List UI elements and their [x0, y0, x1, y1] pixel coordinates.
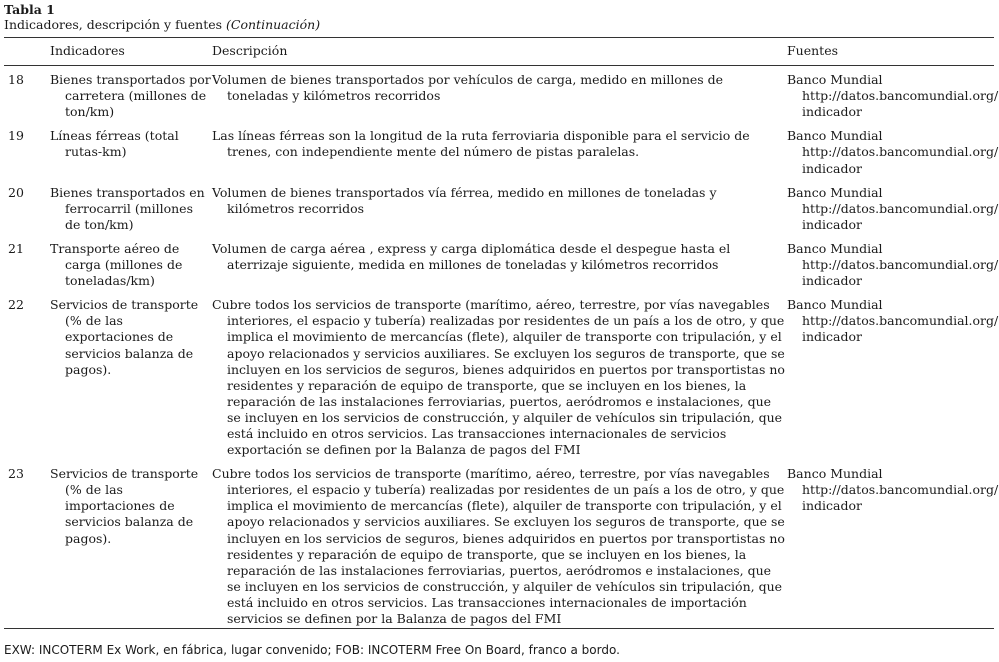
row-description: Volumen de bienes transportados por vehículos de carga, medido en millones de toneladas y kilómetros recorridos — [212, 72, 724, 104]
table-subtitle-text: Indicadores, descripción y fuentes — [4, 17, 223, 32]
table-caption — [4, 2, 320, 32]
row-indicator: Bienes transportados por carretera (millones de ton/km) — [50, 72, 211, 120]
table-row — [4, 66, 994, 129]
header-description: Descripción — [212, 38, 787, 66]
row-description: Las líneas férreas son la longitud de la ruta ferroviaria disponible para el servicio de trenes, con independiente mente del número de pistas paralelas. — [212, 128, 750, 160]
row-description: Volumen de carga aérea , express y carga diplomática desde el despegue hasta el aterrizaje siguiente, medida en millones de toneladas y kilómetros recorridos — [212, 240, 731, 273]
row-description: Cubre todos los servicios de transporte (marítimo, aéreo, terrestre, por vías navegables interiores, el espacio y tubería) realizadas por residentes de un país a los de otro, y que implica el movimiento de mercancías (flete), alquiler de transporte con tripulación, y el apoyo relacionados y servicios auxiliares. Se excluyen los seguros de transporte, que se incluyen en los servicios de seguros, bienes adquiridos en puertos por transportistas no residentes y reparación de equipo de transporte, que se incluyen en los bienes, la reparación de las instalaciones ferroviarias, puertos, aeródromos e instalaciones, que se incluyen en los servicios de construcción, y alquiler de vehículos sin tripulación, que está incluido en otros servicios. Las transacciones internacionales de servicios exportación se definen por la Balanza de pagos del FMI — [212, 297, 785, 458]
table-row — [4, 466, 994, 628]
row-indicator: Bienes transportados en ferrocarril (millones de ton/km) — [50, 184, 205, 232]
header-sources: Fuentes — [787, 38, 994, 66]
row-description: Volumen de bienes transportados vía férrea, medido en millones de toneladas y kilómetros recorridos — [212, 184, 717, 216]
row-indicator: Servicios de transporte (% de las exportaciones de servicios balanza de pagos). — [50, 297, 199, 377]
row-number: 18 — [8, 72, 24, 88]
indicators-table — [4, 37, 999, 629]
header-indicator: Indicadores — [50, 38, 212, 66]
row-description: Cubre todos los servicios de transporte (marítimo, aéreo, terrestre, por vías navegables interiores, el espacio y tubería) realizadas por residentes de un país a los de otro, y que implica el movimiento de mercancías (flete), alquiler de transporte con tripulación, y el apoyo relacionados y servicios auxiliares. Se excluyen los seguros de transporte, que se incluyen en los servicios de seguros, bienes adquiridos en puertos por transportistas no residentes y reparación de equipo de transporte, que se incluyen en los bienes, la reparación de las instalaciones ferroviarias, puertos, aeródromos e instalaciones, que se incluyen en los servicios de construcción, y alquiler de vehículos sin tripulación, que está incluido en otros servicios. Las transacciones internacionales de importación servicios se definen por la Balanza de pagos del FMI — [212, 466, 787, 628]
row-number: 23 — [4, 466, 50, 628]
table-header-row — [4, 38, 994, 66]
table-footnote: EXW: INCOTERM Ex Work, en fábrica, lugar convenido; FOB: INCOTERM Free On Board, franco a bordo. — [4, 643, 620, 657]
row-source: Banco Mundial http://datos.bancomundial.org/ indicador — [787, 72, 999, 120]
row-source: Banco Mundial http://datos.bancomundial.org/ indicador — [787, 297, 999, 345]
row-indicator: Transporte aéreo de carga (millones de toneladas/km) — [50, 240, 183, 289]
row-number: 21 — [8, 240, 24, 256]
header-number — [4, 38, 50, 66]
row-source: Banco Mundial http://datos.bancomundial.org/ indicador — [787, 184, 999, 232]
row-number: 22 — [8, 297, 24, 313]
table-row — [4, 185, 994, 241]
row-source: Banco Mundial http://datos.bancomundial.org/ indicador — [787, 128, 999, 176]
table-subtitle — [4, 17, 320, 32]
table-row — [4, 241, 994, 297]
table-label: Tabla 1 — [4, 2, 55, 17]
row-source: Banco Mundial http://datos.bancomundial.org/ indicador — [787, 240, 999, 289]
row-number: 19 — [8, 128, 24, 144]
row-number: 20 — [8, 184, 24, 200]
row-source: Banco Mundial http://datos.bancomundial.org/ indicador — [787, 466, 994, 628]
row-indicator: Servicios de transporte (% de las importaciones de servicios balanza de pagos). — [50, 466, 212, 628]
table-row — [4, 297, 994, 466]
table-row — [4, 128, 994, 184]
continuation-note: (Continuación) — [226, 17, 321, 32]
row-indicator: Líneas férreas (total rutas-km) — [50, 128, 179, 160]
